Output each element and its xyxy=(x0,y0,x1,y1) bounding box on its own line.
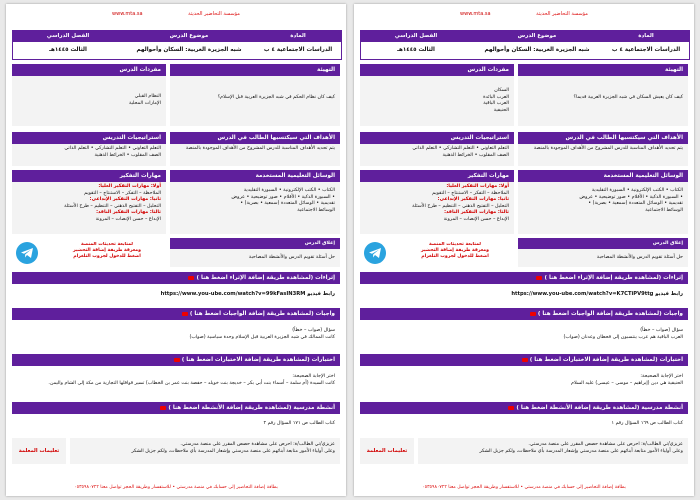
homework-title[interactable]: واجبات (لمشاهدة طريقة إضافة الواجبات اضغط هنا ) xyxy=(537,311,683,317)
notes-body xyxy=(418,438,688,464)
topic-value: شبه الجزيرة العربية: السكان وأحوالهم xyxy=(123,42,255,59)
site-url[interactable]: www.mta.sa xyxy=(460,11,491,17)
strategies-line: التعلم التعاوني • التعلم التشاركي • التعلم الذاتي xyxy=(64,146,161,151)
thinking-line: التحليل – التفتيح الذهني – التنظيم – طرح الأسئلة xyxy=(64,203,161,209)
strategies-list xyxy=(360,144,514,166)
term-value: الثالث ١٤٤٥هـ xyxy=(13,42,123,59)
lesson-page-left xyxy=(6,4,346,496)
telegram-line: لمتابعة تحديثات المنصة xyxy=(81,242,133,247)
strategies-line: الصف المقلوب • الخرائط الذهنية xyxy=(442,152,509,158)
media-header: الوسائل التعليمية المستخدمة xyxy=(518,170,688,182)
telegram-line: ومعرفة طريقة إضافة التحضير xyxy=(420,248,490,253)
activity-text: كتاب الطالب ص ١٦٩ السؤال رقم ١ xyxy=(360,416,688,434)
media-line: تقديمية • الوسائل المتعددة (سمعية • بصرية) • xyxy=(588,201,683,207)
notes-line: وعلى أولياء الأمور متابعة أبنائهم على منصة مدرستي وإشعار المدرسة بأي ملاحظات، ولكم جزيل الشكر xyxy=(131,448,335,454)
telegram-line: لمتابعة تحديثات المنصة xyxy=(429,242,481,247)
thinking-list xyxy=(360,182,514,234)
youtube-icon xyxy=(160,406,166,410)
site-name: مؤسسة التحاضير الحديثة xyxy=(536,11,588,17)
thinking-line: ثانيا: مهارات التفكير الإبداعي: xyxy=(437,197,509,203)
enrichment-header[interactable] xyxy=(12,272,340,284)
tests-body xyxy=(12,368,340,398)
thinking-list xyxy=(12,182,166,234)
activity-title[interactable]: أنشطة مدرسية (لمشاهدة طريقة إضافة الأنشطة اضغط هنا ) xyxy=(168,405,335,411)
homework-title[interactable]: واجبات (لمشاهدة طريقة إضافة الواجبات اضغط هنا ) xyxy=(189,311,335,317)
closure-text: حل أسئلة تقويم الدرس والأنشطة المصاحبة xyxy=(518,249,688,267)
vocab-header: مفردات الدرس xyxy=(12,64,166,76)
term-value: الثالث ١٤٤٥هـ xyxy=(361,42,471,59)
subject-label: المادة xyxy=(255,31,341,42)
thinking-line: ثالثا: مهارات التفكير الناقد: xyxy=(96,210,161,216)
notes-line: وعلى أولياء الأمور متابعة أبنائهم على منصة مدرستي وإشعار المدرسة بأي ملاحظات، ولكم جزيل الشكر xyxy=(479,448,683,454)
subject-label: المادة xyxy=(603,31,689,42)
telegram-promo[interactable] xyxy=(360,240,514,268)
site-name: مؤسسة التحاضير الحديثة xyxy=(188,11,240,17)
enrichment-title[interactable]: إثراءات (لمشاهدة طريقة إضافة الإثراء اضغط هنا ) xyxy=(196,275,335,281)
telegram-line: اضغط للدخول لجروب التلغرام xyxy=(421,254,489,259)
telegram-text xyxy=(52,242,162,260)
tests-line: كانت السيدة (أم سلمة – أسماء بنت أبي بكر – خديجة بنت خويلد – حفصة بنت عمر بن الخطاب) تسير قوافلها التجارية من مكة إلى الشام واليمن. xyxy=(48,380,335,386)
closure-text: حل أسئلة تقويم الدرس والأنشطة المصاحبة xyxy=(170,249,340,267)
vocab-item: النظام القبلي xyxy=(134,94,161,99)
telegram-icon[interactable] xyxy=(16,242,38,264)
youtube-icon xyxy=(536,276,542,280)
homework-body xyxy=(12,322,340,350)
page-footer: بطاقة إضافة التحاضير إلى حسابك في منصة مدرستي • للاستفسار وطريقة الحجز تواصل معنا ٠٥٣٥٩٨٠٧٢٢ xyxy=(74,485,278,490)
objectives-text: يتم تحديد الأهداف المناسبة للدرس المشروح من الأهداف الموجودة بالمنصة xyxy=(170,144,340,166)
thinking-line: أولا: مهارات التفكير العليا: xyxy=(98,184,161,189)
thinking-line: الإبداع – حسن الإنصات – المرونة xyxy=(443,216,509,222)
homework-header[interactable] xyxy=(360,308,688,320)
media-line: الوسائط الاجتماعية xyxy=(645,207,683,213)
topic-label: موضوع الدرس xyxy=(471,31,603,42)
tests-header[interactable] xyxy=(360,354,688,366)
lesson-info-table xyxy=(12,30,342,60)
subject-value: الدراسات الاجتماعية ٤ ب xyxy=(603,42,689,59)
tests-line: اختر الإجابة الصحيحة: xyxy=(640,374,683,379)
intro-text: كيف كان نظام الحكم في شبه الجزيرة العربية قبل الإسلام؟ xyxy=(170,76,340,126)
intro-header: التهيئة xyxy=(518,64,688,76)
subject-value: الدراسات الاجتماعية ٤ ب xyxy=(255,42,341,59)
media-list xyxy=(170,182,340,234)
youtube-icon xyxy=(522,358,528,362)
lesson-info-table xyxy=(360,30,690,60)
activity-header[interactable] xyxy=(360,402,688,414)
closure-header: إغلاق الدرس xyxy=(518,238,688,249)
vocab-list xyxy=(360,76,514,126)
telegram-line: اضغط للدخول لجروب التلغرام xyxy=(73,254,141,259)
site-header xyxy=(6,11,346,17)
media-line: • السبورة الذكية • الأقلام • صور توضيحية • عروض xyxy=(579,194,683,200)
objectives-text: يتم تحديد الأهداف المناسبة للدرس المشروح من الأهداف الموجودة بالمنصة xyxy=(518,144,688,166)
media-line: الكتاب • الكتب الإلكترونية • السبورة التقليدية xyxy=(243,188,335,193)
tests-line: اختر الإجابة الصحيحة: xyxy=(292,374,335,379)
tests-title[interactable]: اختبارات (لمشاهدة طريقة إضافة الاختبارات اضغط هنا ) xyxy=(181,357,335,363)
topic-value: شبه الجزيرة العربية: السكان وأحوالهم xyxy=(471,42,603,59)
tests-title[interactable]: اختبارات (لمشاهدة طريقة إضافة الاختبارات اضغط هنا ) xyxy=(529,357,683,363)
tests-header[interactable] xyxy=(12,354,340,366)
topic-label: موضوع الدرس xyxy=(123,31,255,42)
homework-line: كانت الممالك في شبه الجزيرة العربية قبل الإسلام وحدة سياسية (صواب) xyxy=(189,334,335,340)
tests-body xyxy=(360,368,688,398)
telegram-line: ومعرفة طريقة إضافة التحضير xyxy=(72,248,142,253)
notes-line: عزيزي/تي الطالب/ة: احرص على مشاهدة حصص المقرر على منصة مدرستي. xyxy=(528,442,683,447)
site-header xyxy=(354,11,694,17)
page-footer: بطاقة إضافة التحاضير إلى حسابك في منصة مدرستي • للاستفسار وطريقة الحجز تواصل معنا ٠٥٣٥٩٨٠٧٢٢ xyxy=(422,485,626,490)
thinking-line: ثالثا: مهارات التفكير الناقد: xyxy=(444,210,509,216)
activity-text: كتاب الطالب ص ١٧١ السؤال رقم ٢ xyxy=(12,416,340,434)
youtube-icon xyxy=(508,406,514,410)
vocab-list xyxy=(12,76,166,126)
objectives-header: الأهداف التي سيكتسبها الطالب في الدرس xyxy=(170,132,340,144)
activity-title[interactable]: أنشطة مدرسية (لمشاهدة طريقة إضافة الأنشطة اضغط هنا ) xyxy=(516,405,683,411)
media-line: تقديمية • الوسائل المتعددة (سمعية • بصرية) • xyxy=(240,201,335,207)
term-label: الفصل الدراسي xyxy=(13,31,123,42)
term-label: الفصل الدراسي xyxy=(361,31,471,42)
vocab-item: العرب البائدة xyxy=(483,94,509,100)
youtube-icon xyxy=(182,312,188,316)
youtube-icon xyxy=(188,276,194,280)
intro-text: كيف كان يعيش السكان في شبه الجزيرة العربية قديما؟ xyxy=(518,76,688,126)
thinking-line: التحليل – التفتيح الذهني – التنظيم – طرح الأسئلة xyxy=(412,203,509,209)
closure-header: إغلاق الدرس xyxy=(170,238,340,249)
thinking-line: الملاحظة – التفكر – الاستنتاج – التقويم xyxy=(84,190,161,196)
enrichment-link[interactable]: رابط فيديو https://www.you-ube.com/watch?v=99kFasIN3RM xyxy=(12,286,340,304)
enrichment-title[interactable]: إثراءات (لمشاهدة طريقة إضافة الإثراء اضغط هنا ) xyxy=(544,275,683,281)
vocab-item: الحنيفية xyxy=(493,107,509,113)
strategies-header: استراتيجيات التدريس xyxy=(360,132,514,144)
media-list xyxy=(518,182,688,234)
media-line: • السبورة الذكية • الأقلام • صور توضيحية • عروض xyxy=(231,194,335,200)
thinking-header: مهارات التفكير xyxy=(360,170,514,182)
vocab-item: السكان xyxy=(494,88,509,93)
vocab-header: مفردات الدرس xyxy=(360,64,514,76)
thinking-header: مهارات التفكير xyxy=(12,170,166,182)
strategies-list xyxy=(12,144,166,166)
homework-line: العرب الباقية هم عرب ينتسبون إلى قحطان وعدنان (صواب) xyxy=(563,334,683,340)
telegram-promo[interactable] xyxy=(12,240,166,268)
strategies-header: استراتيجيات التدريس xyxy=(12,132,166,144)
tests-line: الحنيفية هي دين (إبراهيم – موسى – عيسى) عليه السلام xyxy=(571,380,683,386)
notes-label: تعليمات المعلمة xyxy=(12,438,66,464)
media-line: الكتاب • الكتب الإلكترونية • السبورة التقليدية xyxy=(591,188,683,193)
thinking-line: الملاحظة – التفكر – الاستنتاج – التقويم xyxy=(432,190,509,196)
thinking-line: الإبداع – حسن الإنصات – المرونة xyxy=(95,216,161,222)
telegram-icon[interactable] xyxy=(364,242,386,264)
homework-line: سؤال (صواب – خطأ) xyxy=(292,328,335,333)
objectives-header: الأهداف التي سيكتسبها الطالب في الدرس xyxy=(518,132,688,144)
activity-header[interactable] xyxy=(12,402,340,414)
vocab-item: العرب الباقية xyxy=(483,101,509,107)
media-header: الوسائل التعليمية المستخدمة xyxy=(170,170,340,182)
telegram-text xyxy=(400,242,510,260)
homework-body xyxy=(360,322,688,350)
notes-label: تعليمات المعلمة xyxy=(360,438,414,464)
thinking-line: أولا: مهارات التفكير العليا: xyxy=(446,184,509,189)
lesson-page-right xyxy=(354,4,694,496)
notes-line: عزيزي/تي الطالب/ة: احرص على مشاهدة حصص المقرر على منصة مدرستي. xyxy=(180,442,335,447)
enrichment-link[interactable]: رابط فيديو https://www.you-ube.com/watch?v=K7CTiPV9ttg xyxy=(360,286,688,304)
youtube-icon xyxy=(174,358,180,362)
intro-header: التهيئة xyxy=(170,64,340,76)
vocab-item: الإمارات المحلية xyxy=(128,100,161,106)
homework-line: سؤال (صواب – خطأ) xyxy=(640,328,683,333)
homework-header[interactable] xyxy=(12,308,340,320)
notes-body xyxy=(70,438,340,464)
enrichment-header[interactable] xyxy=(360,272,688,284)
thinking-line: ثانيا: مهارات التفكير الإبداعي: xyxy=(89,197,161,203)
youtube-icon xyxy=(530,312,536,316)
strategies-line: التعلم التعاوني • التعلم التشاركي • التعلم الذاتي xyxy=(412,146,509,151)
media-line: الوسائط الاجتماعية xyxy=(297,207,335,213)
strategies-line: الصف المقلوب • الخرائط الذهنية xyxy=(94,152,161,158)
site-url[interactable]: www.mta.sa xyxy=(112,11,143,17)
